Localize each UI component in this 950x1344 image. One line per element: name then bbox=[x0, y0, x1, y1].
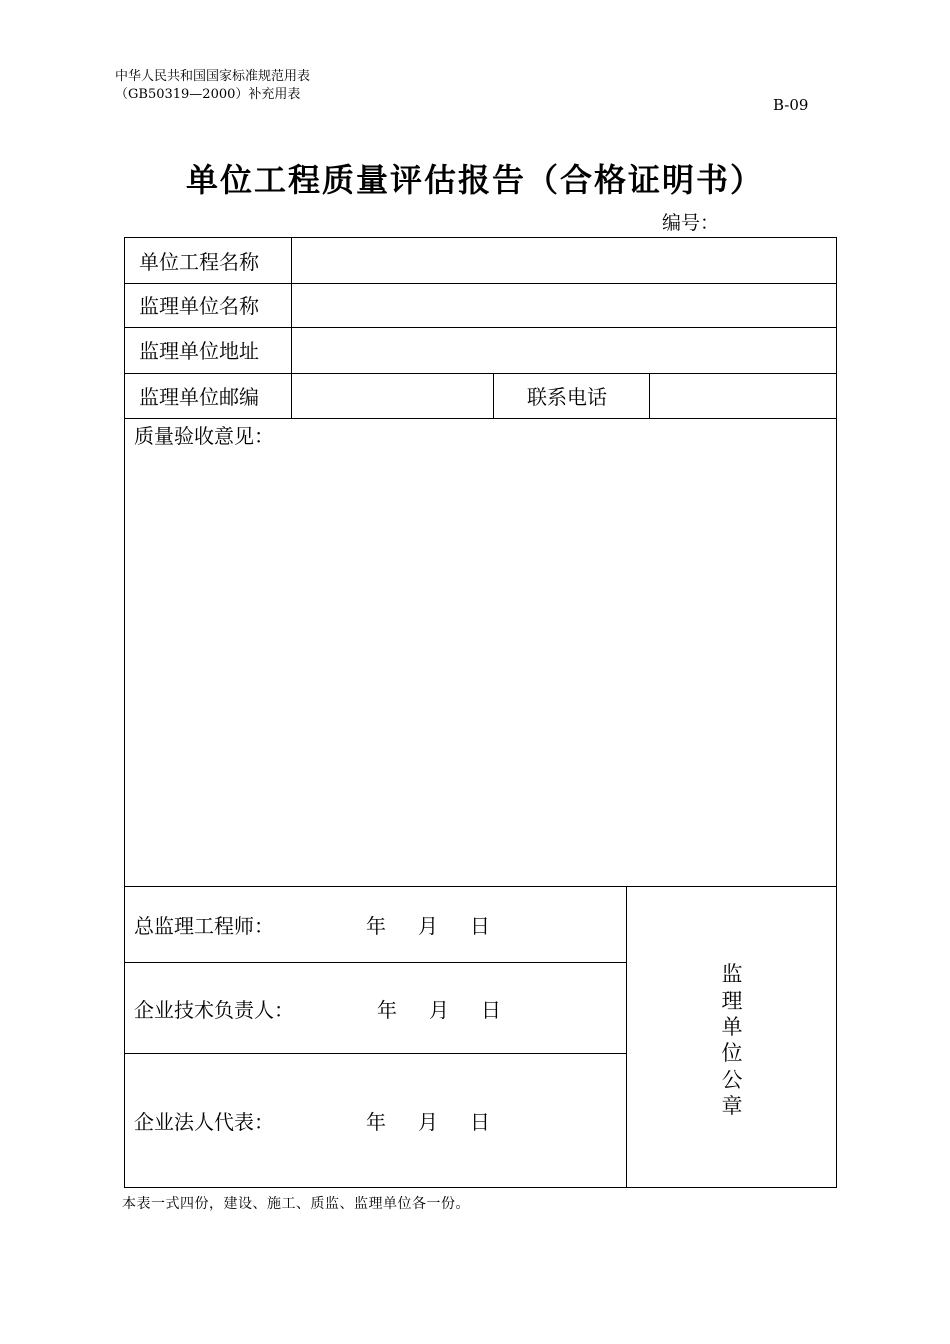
footnote: 本表一式四份，建设、施工、质监、监理单位各一份。 bbox=[122, 1196, 470, 1212]
phone-label: 联系电话 bbox=[527, 385, 607, 409]
legal-rep-month: 月 bbox=[418, 1110, 438, 1134]
chief-engineer-label: 总监理工程师： bbox=[134, 914, 274, 938]
phone-field[interactable] bbox=[650, 374, 836, 418]
supervisor-postcode-field[interactable] bbox=[292, 374, 493, 418]
seal-char: 监 bbox=[721, 962, 743, 986]
tech-head-year: 年 bbox=[377, 998, 397, 1022]
chief-engineer-year: 年 bbox=[366, 914, 386, 938]
quality-opinion-label: 质量验收意见： bbox=[134, 424, 274, 448]
serial-number-label: 编号： bbox=[662, 212, 720, 234]
seal-char: 位 bbox=[721, 1041, 743, 1065]
tech-head-month: 月 bbox=[429, 998, 449, 1022]
form-code: B-09 bbox=[773, 96, 809, 114]
tech-head-day: 日 bbox=[481, 998, 501, 1022]
supervisor-address-label: 监理单位地址 bbox=[139, 339, 259, 363]
legal-rep-label: 企业法人代表： bbox=[134, 1110, 274, 1134]
supervisor-postcode-label: 监理单位邮编 bbox=[139, 385, 259, 409]
chief-engineer-month: 月 bbox=[418, 914, 438, 938]
seal-char: 理 bbox=[721, 989, 743, 1013]
chief-engineer-day: 日 bbox=[470, 914, 490, 938]
supervisor-address-field[interactable] bbox=[292, 328, 836, 373]
seal-char: 单 bbox=[721, 1015, 743, 1039]
seal-char: 公 bbox=[721, 1068, 743, 1092]
quality-opinion-field[interactable] bbox=[125, 450, 836, 886]
legal-rep-day: 日 bbox=[470, 1110, 490, 1134]
supervisor-name-label: 监理单位名称 bbox=[139, 294, 259, 318]
supervisor-name-field[interactable] bbox=[292, 284, 836, 327]
tech-head-label: 企业技术负责人： bbox=[134, 998, 294, 1022]
project-name-field[interactable] bbox=[292, 238, 836, 283]
page-title: 单位工程质量评估报告（合格证明书） bbox=[185, 161, 764, 199]
standard-reference-line1: 中华人民共和国国家标准规范用表 bbox=[115, 69, 311, 84]
project-name-label: 单位工程名称 bbox=[139, 250, 259, 274]
legal-rep-year: 年 bbox=[366, 1110, 386, 1134]
standard-reference-line2: （GB50319—2000）补充用表 bbox=[115, 87, 301, 102]
seal-char: 章 bbox=[721, 1094, 743, 1118]
